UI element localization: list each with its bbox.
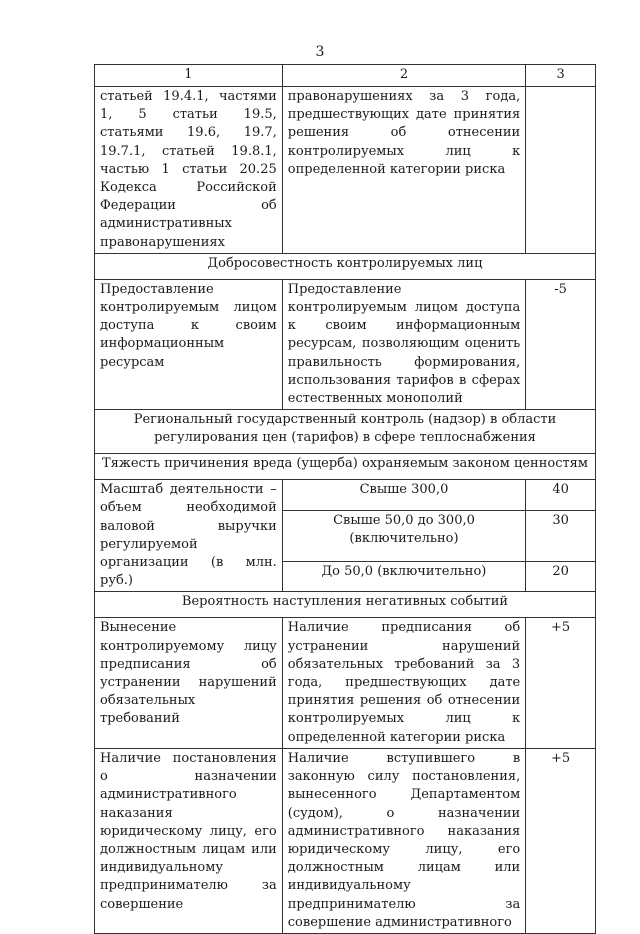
scale-range-cell: Свыше 50,0 до 300,0 (включительно): [282, 510, 525, 561]
section-title-harm-severity: Тяжесть причинения вреда (ущерба) охраняемым законом ценностям: [95, 454, 596, 480]
section-title-good-faith: Добросовестность контролируемых лиц: [95, 253, 596, 279]
section-header-row: [95, 454, 596, 480]
table-header-row: [95, 65, 596, 87]
section-title-heat-supply-control: Региональный государственный контроль (надзор) в области регулирования цен (тарифов) в сфере теплоснабжения: [95, 410, 596, 454]
score-cell: [526, 87, 596, 254]
scale-row: [95, 480, 596, 510]
section-title-negative-events: Вероятность наступления негативных событий: [95, 592, 596, 618]
table-row: [95, 279, 596, 409]
risk-criteria-table: [94, 64, 596, 934]
scale-range-cell: До 50,0 (включительно): [282, 562, 525, 592]
header-col-3: 3: [526, 65, 596, 87]
score-cell: -5: [526, 279, 596, 409]
score-cell: +5: [526, 748, 596, 933]
header-col-1: 1: [95, 65, 283, 87]
indicator-cell: Предоставление контролируемым лицом доступа к своим информационным ресурсам, позволяющим оценить правильность формирования, использования тарифов в сферах естественных монополий: [282, 279, 525, 409]
section-header-row: [95, 253, 596, 279]
criterion-cell: статьей 19.4.1, частями 1, 5 статьи 19.5, статьями 19.6, 19.7, 19.7.1, статьей 19.8.1, частью 1 статьи 20.25 Кодекса Российской Федерации об административных правонарушениях: [95, 87, 283, 254]
section-header-row: [95, 592, 596, 618]
section-header-row: [95, 410, 596, 454]
header-col-2: 2: [282, 65, 525, 87]
table-row: [95, 618, 596, 748]
score-cell: 40: [526, 480, 596, 510]
scale-label-cell: Масштаб деятельности – объем необходимой валовой выручки регулируемой организации (в млн. руб.): [95, 480, 283, 592]
table-row: [95, 87, 596, 254]
criterion-cell: Предоставление контролируемым лицом доступа к своим информационным ресурсам: [95, 279, 283, 409]
table-row: [95, 748, 596, 933]
indicator-cell: Наличие предписания об устранении нарушений обязательных требований за 3 года, предшествующих дате принятия решения об отнесении контролируемых лиц к определенной категории риска: [282, 618, 525, 748]
criterion-cell: Наличие постановления о назначении административного наказания юридическому лицу, его должностным лицам или индивидуальному предпринимателю за совершение: [95, 748, 283, 933]
score-cell: +5: [526, 618, 596, 748]
indicator-cell: Наличие вступившего в законную силу постановления, вынесенного Департаментом (судом), о назначении административного наказания юридическому лицу, его должностным лицам или индивидуальному предпринимателю за совершение административного: [282, 748, 525, 933]
page-number: 3: [315, 44, 325, 60]
indicator-cell: правонарушениях за 3 года, предшествующих дате принятия решения об отнесении контролируемых лиц к определенной категории риска: [282, 87, 525, 254]
score-cell: 30: [526, 510, 596, 561]
criterion-cell: Вынесение контролируемому лицу предписания об устранении нарушений обязательных требований: [95, 618, 283, 748]
score-cell: 20: [526, 562, 596, 592]
scale-range-cell: Свыше 300,0: [282, 480, 525, 510]
